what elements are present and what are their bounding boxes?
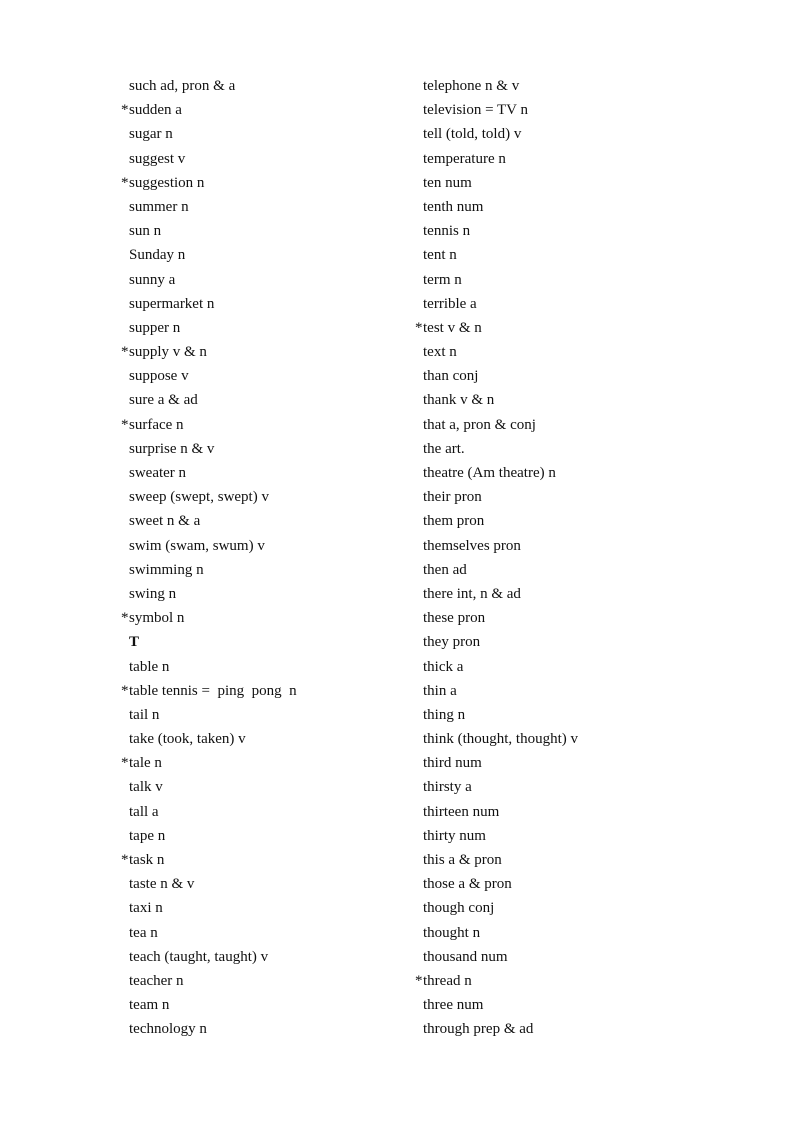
asterisk-marker: * [121, 682, 129, 699]
word-text: supper n [129, 319, 181, 336]
word-entry [415, 195, 755, 219]
word-text: symbol n [129, 610, 185, 627]
word-entry [121, 800, 401, 824]
word-text: temperature n [423, 150, 506, 167]
word-entry [415, 703, 755, 727]
word-text: sure a & ad [129, 392, 198, 409]
word-text: sweater n [129, 465, 187, 481]
word-text: terrible a [423, 295, 477, 312]
word-text: though conj [423, 900, 495, 917]
word-entry [415, 751, 755, 775]
word-text: tent n [423, 247, 457, 264]
right-word-column [415, 74, 755, 1042]
word-entry [121, 413, 401, 437]
word-text: they pron [423, 634, 481, 651]
word-entry [121, 243, 401, 267]
word-text: think (thought, thought) v [423, 731, 578, 748]
word-text: that a, pron & conj [423, 416, 536, 433]
word-text: thirteen num [423, 803, 500, 820]
word-text: surprise n & v [129, 440, 215, 457]
word-entry [415, 485, 755, 509]
word-text: table n [129, 658, 170, 675]
word-entry [121, 727, 401, 751]
word-entry [415, 824, 755, 848]
word-entry [121, 509, 401, 533]
word-text: take (took, taken) v [129, 731, 246, 748]
word-text: this a & pron [423, 852, 502, 868]
word-text: sugar n [129, 126, 173, 143]
word-text: tenth num [423, 198, 484, 215]
word-entry [415, 292, 755, 316]
word-text: team n [129, 997, 170, 1014]
word-entry [415, 630, 755, 654]
word-text: through prep & ad [423, 1021, 534, 1038]
word-text: telephone n & v [423, 78, 520, 94]
asterisk-marker: * [415, 319, 423, 336]
word-text: surface n [129, 416, 184, 433]
word-entry [415, 461, 755, 485]
asterisk-marker: * [121, 852, 129, 868]
word-entry [121, 679, 401, 703]
word-text: sunny a [129, 271, 176, 288]
word-text: them pron [423, 513, 485, 530]
word-entry [415, 171, 755, 195]
word-entry [121, 292, 401, 316]
word-entry [121, 147, 401, 171]
word-entry [121, 340, 401, 364]
word-entry [415, 679, 755, 703]
word-text: taste n & v [129, 876, 195, 893]
word-entry [121, 969, 401, 993]
word-entry [121, 268, 401, 292]
word-entry [121, 751, 401, 775]
asterisk-marker: * [121, 610, 129, 627]
word-text: taxi n [129, 900, 163, 917]
word-text: than conj [423, 368, 479, 385]
word-entry [415, 534, 755, 558]
word-entry [415, 413, 755, 437]
word-text: tape n [129, 827, 166, 844]
word-entry [121, 98, 401, 122]
word-text: suggest v [129, 150, 186, 167]
word-text: thread n [423, 972, 472, 989]
word-text: swimming n [129, 561, 204, 578]
word-entry [121, 872, 401, 896]
word-text: sun n [129, 223, 162, 240]
word-entry [121, 848, 401, 872]
word-text: sweet n & a [129, 513, 201, 530]
word-text: suggestion n [129, 174, 205, 191]
word-entry [121, 896, 401, 920]
word-text: teach (taught, taught) v [129, 948, 269, 965]
word-text: tell (told, told) v [423, 126, 522, 143]
word-text: summer n [129, 198, 189, 215]
heading-letter: T [129, 634, 140, 651]
word-text: text n [423, 344, 457, 361]
word-entry [415, 147, 755, 171]
word-entry [415, 388, 755, 412]
word-text: swing n [129, 585, 177, 602]
word-text: the art. [423, 440, 465, 457]
word-text: thank v & n [423, 392, 495, 409]
word-entry [415, 74, 755, 98]
word-entry [121, 1017, 401, 1041]
word-entry [121, 945, 401, 969]
word-entry [121, 655, 401, 679]
word-text: tail n [129, 706, 160, 723]
asterisk-marker: * [121, 102, 129, 119]
word-entry [121, 775, 401, 799]
word-entry [415, 437, 755, 461]
word-text: term n [423, 271, 462, 288]
word-text: thought n [423, 924, 481, 941]
asterisk-marker: * [121, 755, 129, 772]
word-entry [415, 243, 755, 267]
word-entry [121, 558, 401, 582]
word-text: ten num [423, 174, 472, 191]
word-entry [415, 364, 755, 388]
word-entry [415, 606, 755, 630]
word-text: talk v [129, 779, 163, 796]
section-letter-heading [121, 630, 401, 654]
word-entry [121, 122, 401, 146]
word-entry [415, 340, 755, 364]
word-entry [121, 461, 401, 485]
word-entry [415, 727, 755, 751]
word-text: those a & pron [423, 876, 512, 893]
word-entry [415, 775, 755, 799]
word-text: their pron [423, 489, 482, 506]
word-text: sweep (swept, swept) v [129, 489, 269, 506]
word-entry [415, 219, 755, 243]
word-entry [121, 534, 401, 558]
word-text: suppose v [129, 368, 189, 385]
word-entry [415, 872, 755, 896]
word-entry [121, 364, 401, 388]
word-text: test v & n [423, 319, 482, 336]
word-entry [121, 606, 401, 630]
asterisk-marker: * [121, 344, 129, 361]
word-text: themselves pron [423, 537, 521, 554]
word-text: these pron [423, 610, 486, 627]
word-entry [415, 945, 755, 969]
word-entry [415, 848, 755, 872]
word-text: television = TV n [423, 102, 528, 119]
word-entry [415, 558, 755, 582]
word-text: tall a [129, 803, 159, 820]
word-entry [415, 509, 755, 533]
word-entry [121, 485, 401, 509]
word-entry [415, 896, 755, 920]
word-text: task n [129, 852, 165, 868]
word-entry [415, 316, 755, 340]
word-text: thin a [423, 682, 457, 699]
word-entry [415, 1017, 755, 1041]
word-entry [121, 316, 401, 340]
word-entry [121, 993, 401, 1017]
word-entry [121, 219, 401, 243]
word-entry [121, 437, 401, 461]
word-text: teacher n [129, 972, 184, 989]
word-entry [415, 98, 755, 122]
word-entry [415, 993, 755, 1017]
word-text: technology n [129, 1021, 207, 1038]
word-text: sudden a [129, 102, 182, 119]
asterisk-marker: * [121, 174, 129, 191]
asterisk-marker: * [121, 416, 129, 433]
word-text: such ad, pron & a [129, 78, 236, 94]
word-entry [415, 268, 755, 292]
word-entry [415, 582, 755, 606]
word-text: third num [423, 755, 482, 772]
word-text: swim (swam, swum) v [129, 537, 265, 554]
word-text: tea n [129, 924, 158, 941]
word-text: supermarket n [129, 295, 215, 312]
word-text: theatre (Am theatre) n [423, 465, 556, 481]
word-entry [121, 824, 401, 848]
word-entry [415, 921, 755, 945]
asterisk-marker: * [415, 972, 423, 989]
word-entry [415, 969, 755, 993]
word-entry [121, 921, 401, 945]
word-entry [121, 703, 401, 727]
word-entry [121, 74, 401, 98]
word-text: three num [423, 997, 484, 1014]
word-entry [121, 171, 401, 195]
word-entry [415, 800, 755, 824]
word-text: thirsty a [423, 779, 472, 796]
word-text: thing n [423, 706, 466, 723]
word-text: tale n [129, 755, 162, 772]
word-text: there int, n & ad [423, 585, 521, 602]
word-entry [415, 122, 755, 146]
word-text: then ad [423, 561, 467, 578]
word-text: thousand num [423, 948, 508, 965]
word-text: tennis n [423, 223, 471, 240]
word-text: thick a [423, 658, 464, 675]
word-text: Sunday n [129, 247, 186, 264]
word-text: supply v & n [129, 344, 207, 361]
word-entry [121, 582, 401, 606]
word-entry [415, 655, 755, 679]
word-text: thirty num [423, 827, 486, 844]
word-entry [121, 388, 401, 412]
word-text: table tennis = ping pong n [129, 682, 297, 699]
left-word-column [121, 74, 401, 1042]
word-entry [121, 195, 401, 219]
